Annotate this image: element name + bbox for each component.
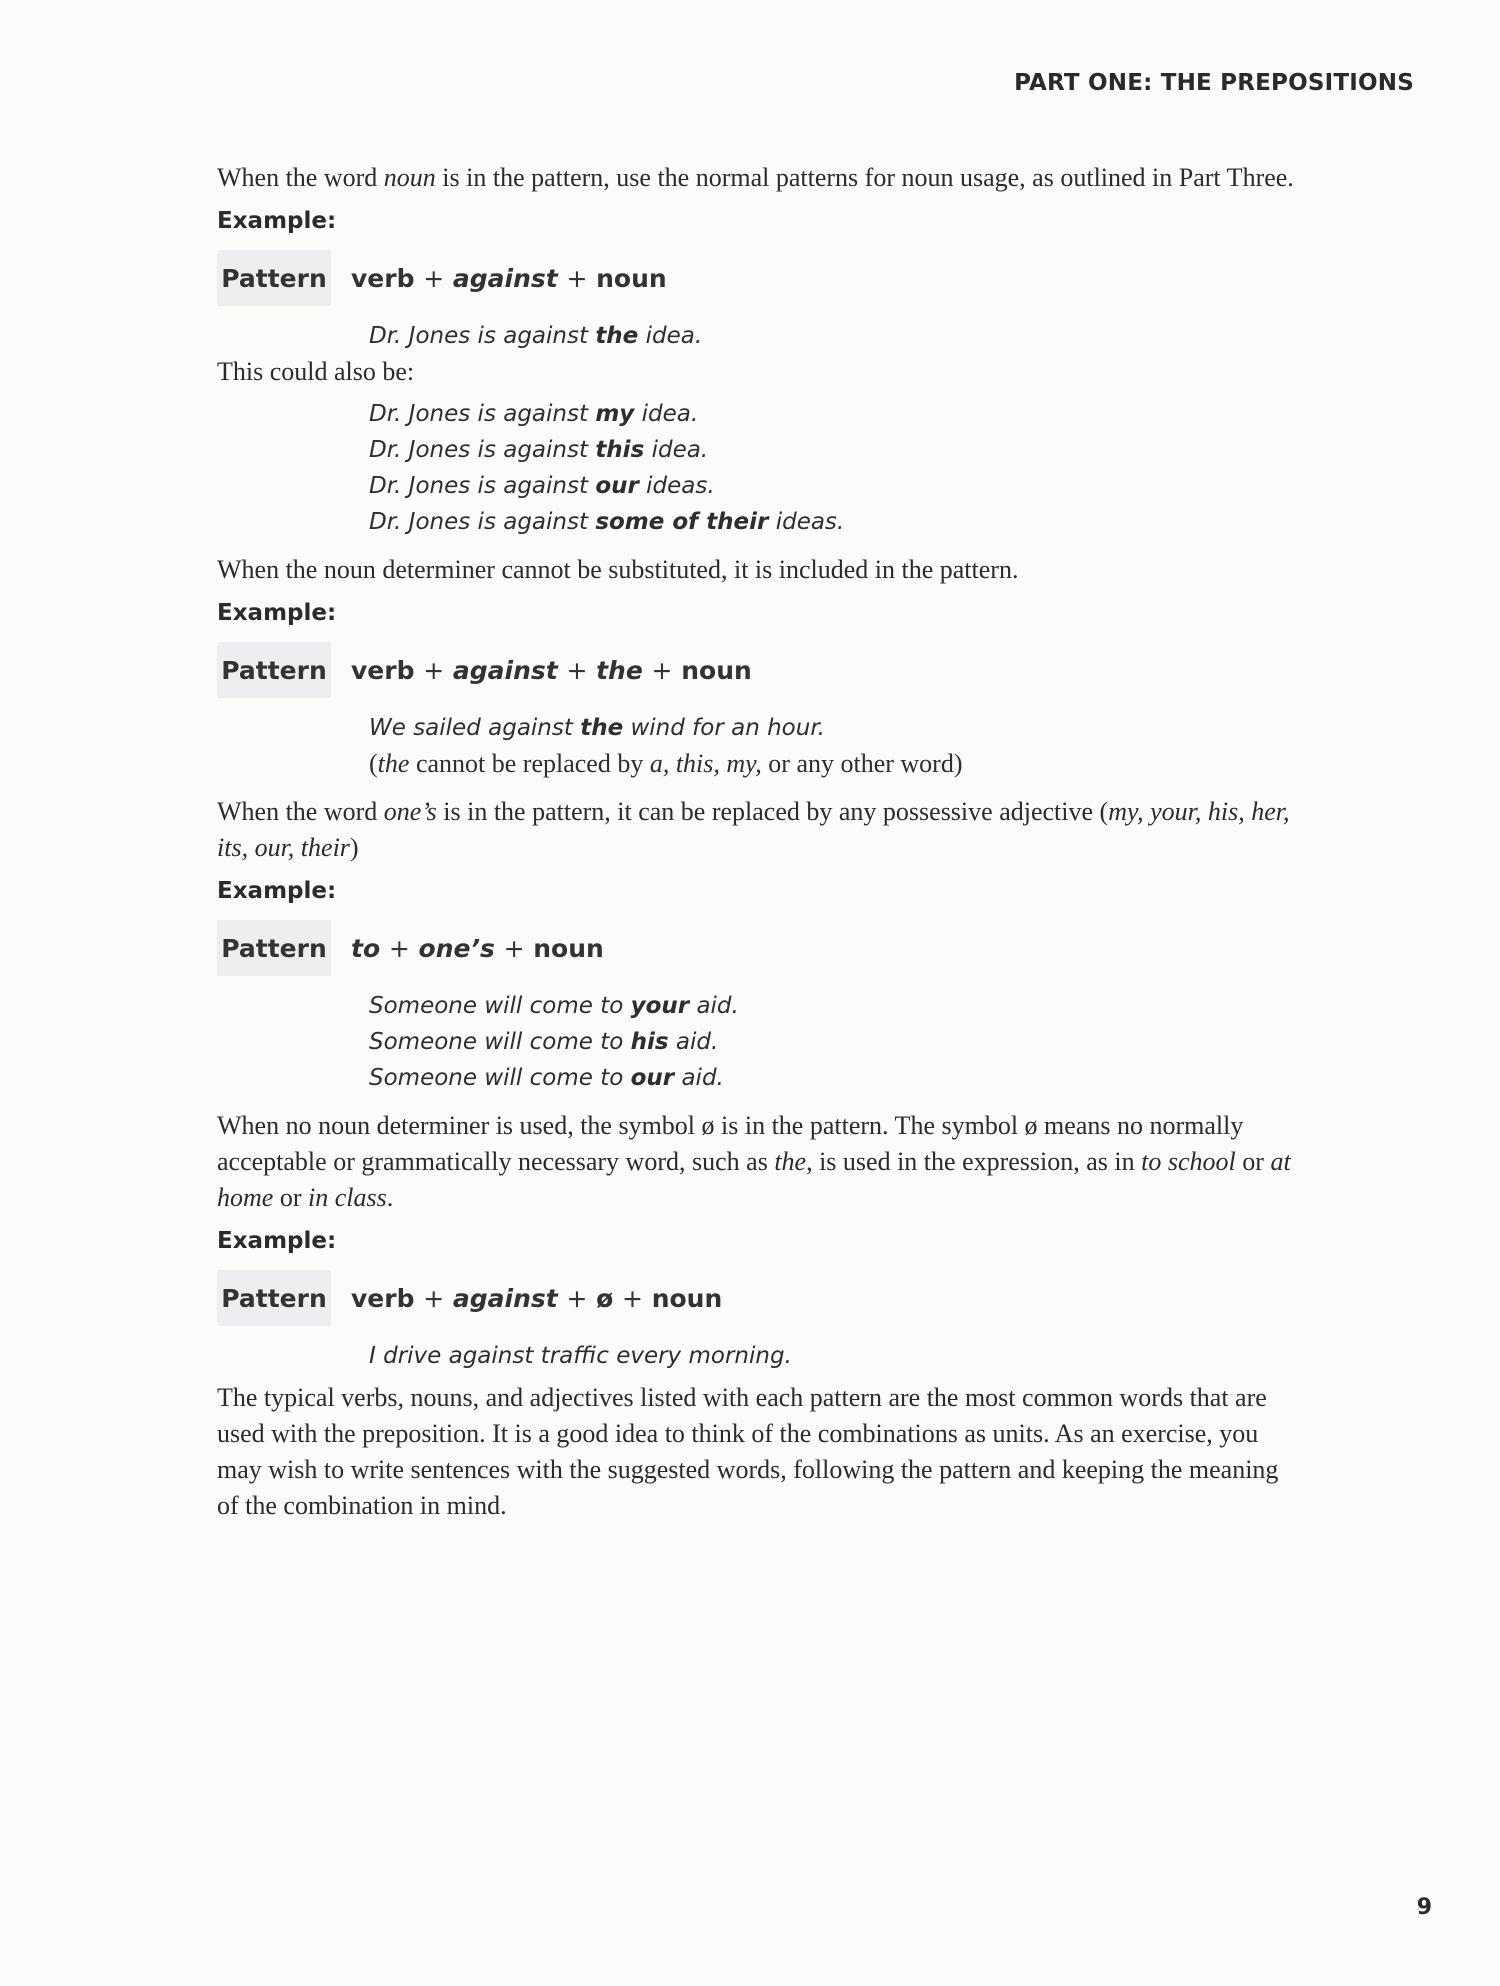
page-number: 9 — [1416, 1895, 1432, 1920]
also-text: This could also be: — [217, 357, 415, 386]
example-label: Example: — [217, 1228, 337, 1254]
pattern-formula-1: verb + against + noun — [351, 263, 667, 293]
example-sentence: I drive against traffic every morning. — [369, 1343, 792, 1369]
intro-paragraph: When the word noun is in the pattern, use the normal patterns for noun usage, as outlined in Part Three. — [217, 163, 1294, 192]
example-sentence: Dr. Jones is against this idea. — [369, 437, 709, 463]
example-sentence: Dr. Jones is against some of their ideas. — [369, 509, 845, 535]
alternative-sentences — [369, 396, 1297, 540]
pattern-label: Pattern — [217, 920, 331, 976]
example-sentence: Dr. Jones is against our ideas. — [369, 473, 715, 499]
pattern-formula-2: verb + against + the + noun — [351, 655, 752, 685]
substitution-note: (the cannot be replaced by a, this, my, or any other word) — [369, 749, 963, 778]
closing-paragraph: The typical verbs, nouns, and adjectives listed with each pattern are the most common words that are used with the preposition. It is a good idea to think of the combinations as units. As an exercise, you may wish to write sentences with the suggested words, following the pattern and keeping the meaning of the combination in mind. — [217, 1383, 1279, 1520]
example-sentence: Someone will come to your aid. — [369, 993, 739, 1019]
example-sentence: We sailed against the wind for an hour. — [369, 715, 825, 741]
pattern-label: Pattern — [217, 642, 331, 698]
determiner-paragraph: When the noun determiner cannot be substituted, it is included in the pattern. — [217, 555, 1019, 584]
zero-paragraph: When no noun determiner is used, the symbol ø is in the pattern. The symbol ø means no normally acceptable or grammatically necessary word, such as the, is used in the expression, as in to school or at home or in class. — [217, 1111, 1291, 1212]
example-sentences-3 — [369, 988, 1297, 1096]
running-header: PART ONE: THE PREPOSITIONS — [1014, 70, 1414, 96]
pattern-row-3 — [217, 920, 1297, 976]
example-label: Example: — [217, 878, 337, 904]
example-sentences-2 — [369, 710, 1297, 782]
example-label: Example: — [217, 208, 337, 234]
pattern-formula-3: to + one’s + noun — [351, 933, 604, 963]
pattern-label: Pattern — [217, 250, 331, 306]
page-content — [217, 160, 1297, 1524]
example-sentence: Someone will come to our aid. — [369, 1065, 724, 1091]
ones-paragraph: When the word one’s is in the pattern, it can be replaced by any possessive adjective (my, your, his, her, its, our, their) — [217, 797, 1290, 862]
example-label: Example: — [217, 600, 337, 626]
example-sentences-4 — [369, 1338, 1297, 1374]
pattern-label: Pattern — [217, 1270, 331, 1326]
example-sentence: Dr. Jones is against my idea. — [369, 401, 699, 427]
pattern-row-4 — [217, 1270, 1297, 1326]
example-sentences-1 — [369, 318, 1297, 354]
pattern-row-1 — [217, 250, 1297, 306]
pattern-formula-4: verb + against + ø + noun — [351, 1283, 723, 1313]
example-sentence: Someone will come to his aid. — [369, 1029, 719, 1055]
pattern-row-2 — [217, 642, 1297, 698]
example-sentence: Dr. Jones is against the idea. — [369, 323, 703, 349]
